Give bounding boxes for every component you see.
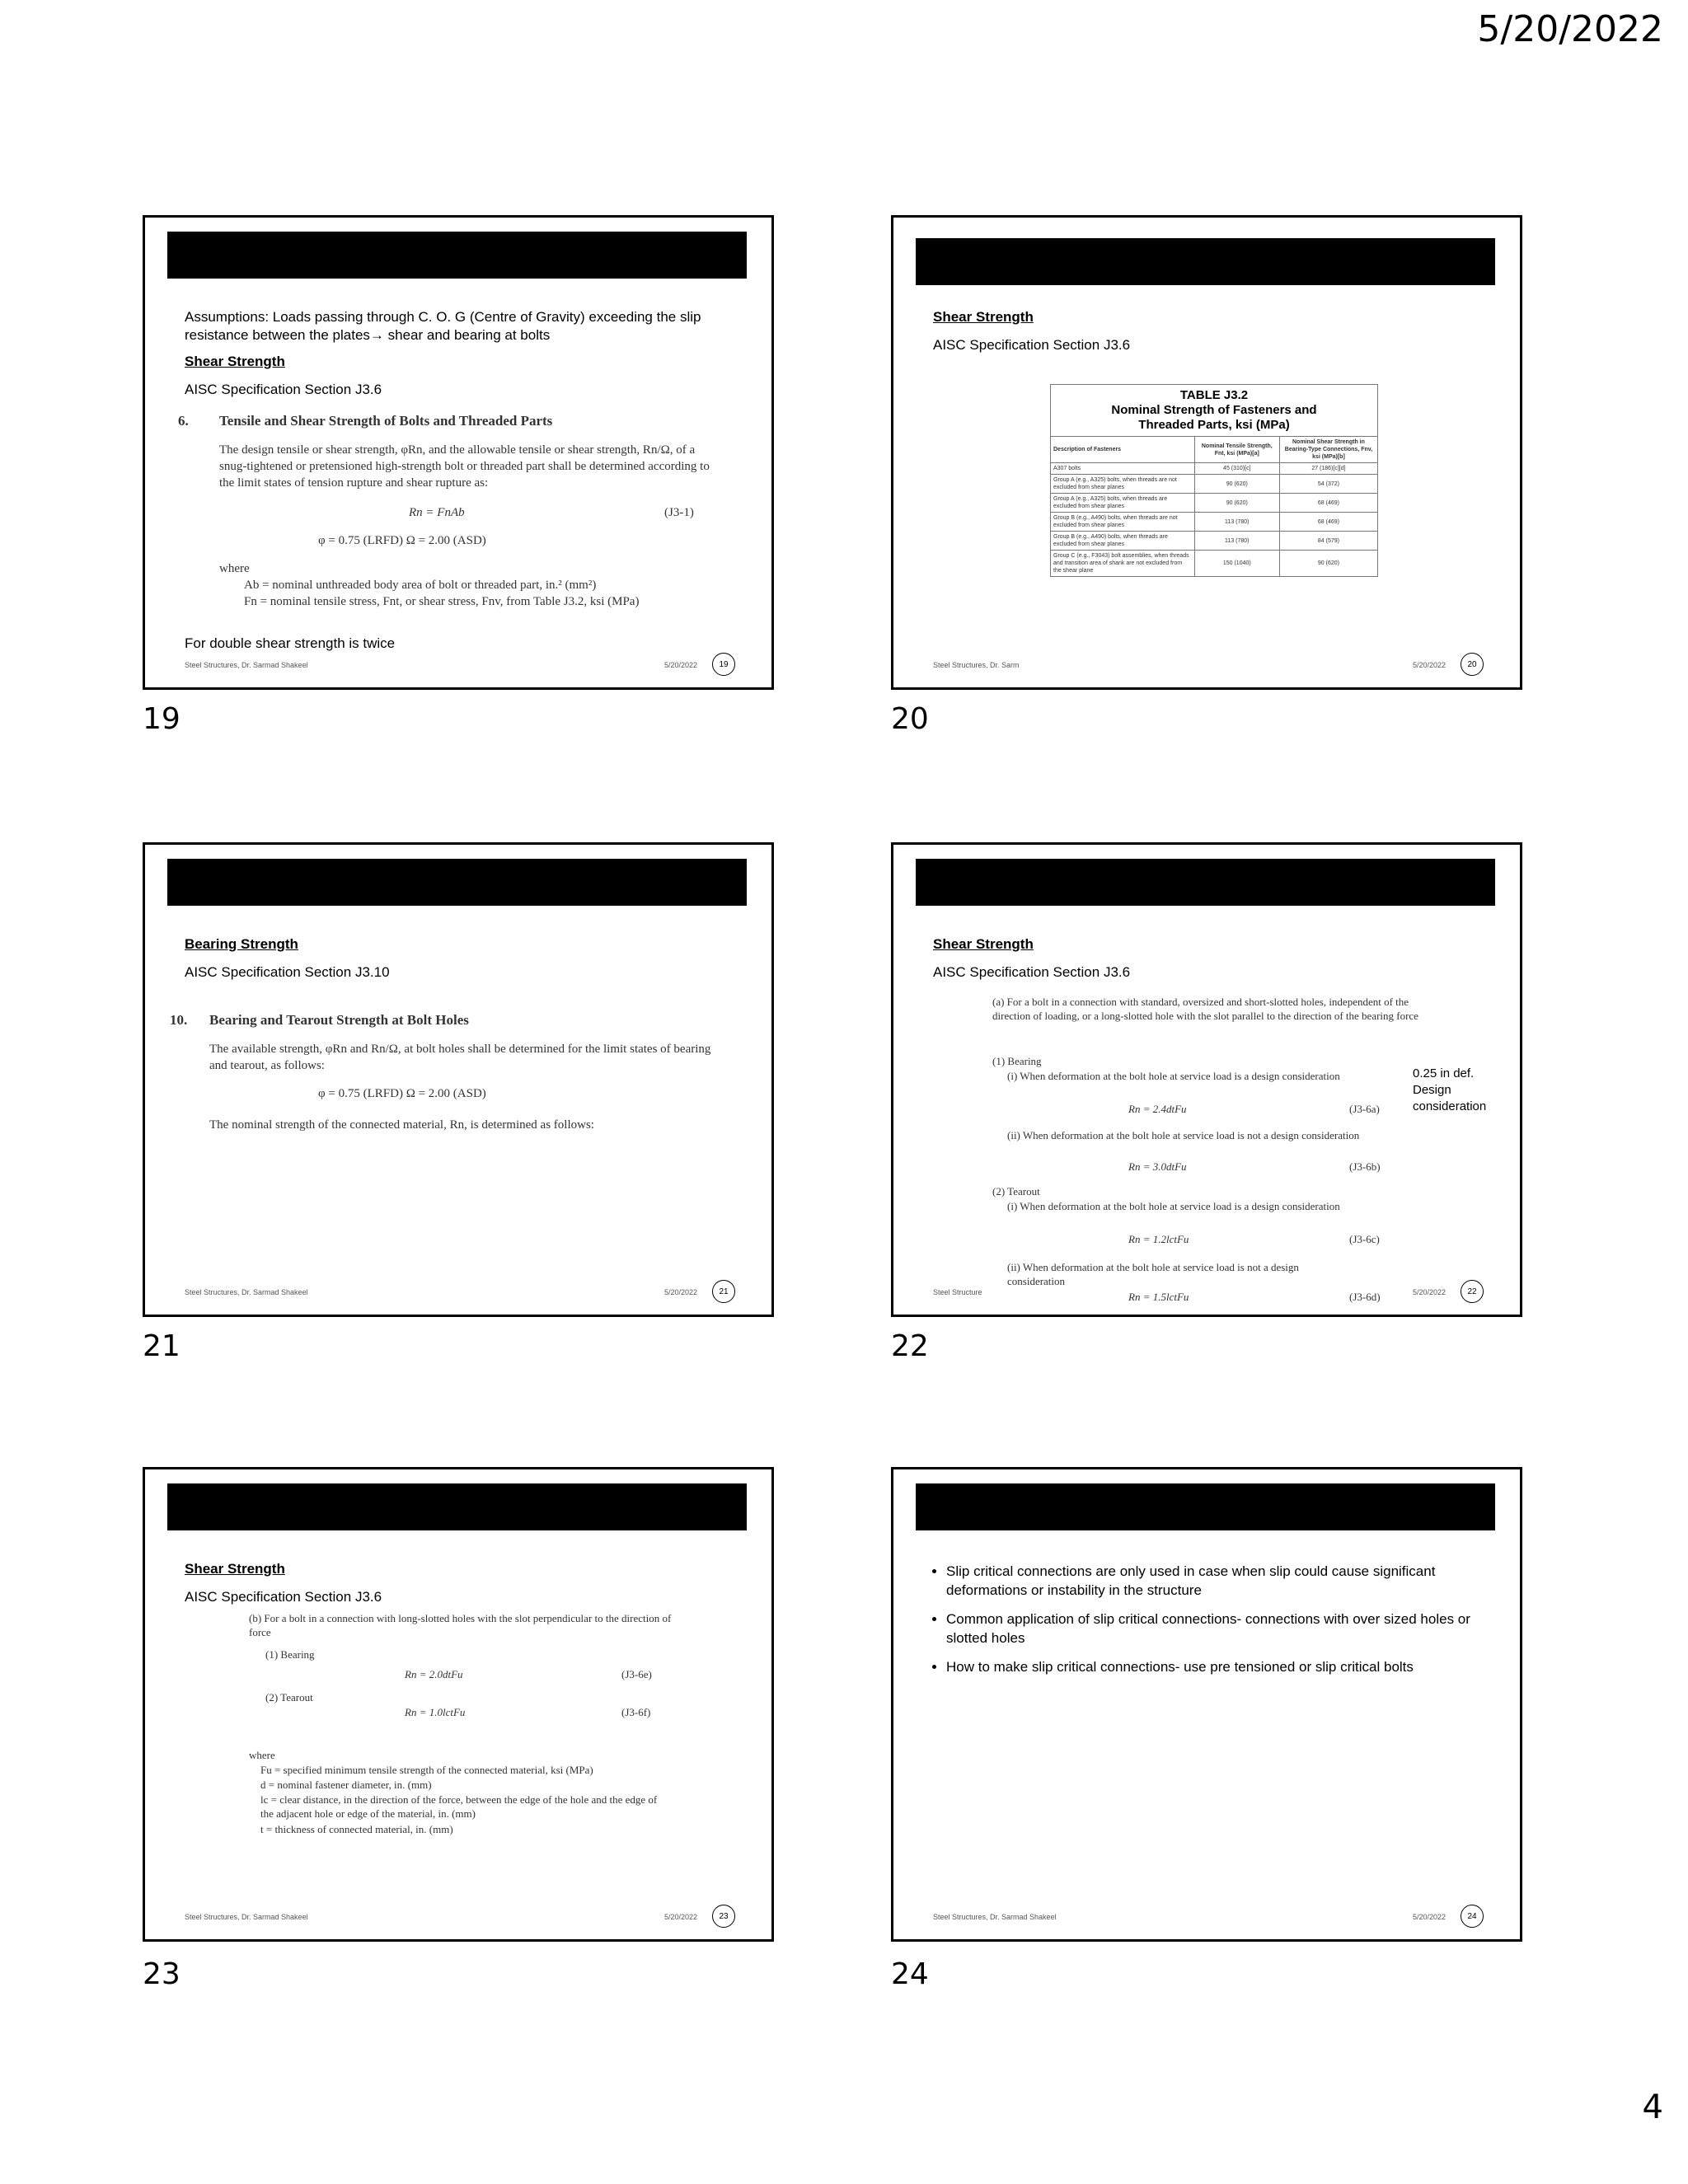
clause-b: (b) For a bolt in a connection with long-slotted holes with the slot perpendicular to the direction of force <box>249 1612 672 1638</box>
clause-item: (i) When deformation at the bolt hole at service load is a design consideration <box>1007 1070 1340 1082</box>
list-item: • Common application of slip critical connections- connections with over sized holes or slotted holes <box>946 1610 1507 1647</box>
slide-footer-date: 5/20/2022 <box>664 661 698 669</box>
equation-tag: (J3-6a) <box>1349 1103 1380 1115</box>
slide-footer-date: 5/20/2022 <box>664 1288 698 1296</box>
where-label: where <box>249 1749 275 1761</box>
equation: Rn = 1.2lctFu <box>1128 1233 1189 1245</box>
slide-21[interactable] <box>143 842 774 1317</box>
slide-spec: AISC Specification Section J3.10 <box>185 964 390 980</box>
clause-item: (ii) When deformation at the bolt hole at service load is not a design consideration <box>1007 1261 1299 1287</box>
slide-spec: AISC Specification Section J3.6 <box>933 337 1131 353</box>
slide-footer: Steel Structures, Dr. Sarmad Shakeel <box>185 1913 308 1921</box>
table-cell: 45 (310)[c] <box>1194 463 1279 475</box>
slide-number-badge: 22 <box>1461 1280 1484 1303</box>
slide-intro: Assumptions: Loads passing through C. O. G (Centre of Gravity) exceeding the slip resistance between the plates→ shear and bearing at bolts <box>185 309 701 343</box>
table-cell: 68 (469) <box>1279 513 1377 532</box>
table-cell: 90 (620) <box>1194 494 1279 513</box>
slide-label: 22 <box>891 1329 929 1363</box>
slide-title-bar <box>916 1483 1495 1530</box>
table-cell: 84 (579) <box>1279 532 1377 551</box>
section-title: Bearing and Tearout Strength at Bolt Holes <box>209 1012 469 1028</box>
slide-label: 19 <box>143 702 181 736</box>
table-cell: Group B (e.g., A490) bolts, when threads are not excluded from shear planes <box>1051 513 1195 532</box>
table-cell: Group A (e.g., A325) bolts, when threads are not excluded from shear planes <box>1051 475 1195 494</box>
table-cell: 113 (780) <box>1194 532 1279 551</box>
slide-note: For double shear strength is twice <box>185 635 396 651</box>
resistance-factors: φ = 0.75 (LRFD) Ω = 2.00 (ASD) <box>318 534 486 547</box>
slide-label: 20 <box>891 702 929 736</box>
table-row <box>1051 463 1378 475</box>
equation: Rn = 2.0dtFu <box>405 1668 463 1680</box>
slide-heading: Shear Strength <box>933 309 1034 325</box>
equation: Rn = 3.0dtFu <box>1128 1160 1187 1173</box>
table-cell: 68 (469) <box>1279 494 1377 513</box>
table-subtitle: Nominal Strength of Fasteners and <box>1111 403 1317 417</box>
equation: Rn = 1.0lctFu <box>405 1706 466 1718</box>
section-paragraph: The available strength, φRn and Rn/Ω, at bolt holes shall be determined for the limit states of bearing and tearout, as follows: <box>209 1043 711 1072</box>
section-paragraph: The nominal strength of the connected material, Rn, is determined as follows: <box>209 1118 594 1132</box>
slide-title-bar <box>916 859 1495 906</box>
slide-title-bar <box>167 1483 747 1530</box>
slide-24[interactable] <box>891 1467 1522 1942</box>
list-item: • Slip critical connections are only used in case when slip could cause significant deformations or instability in the structure <box>946 1562 1507 1600</box>
slide-20[interactable] <box>891 215 1522 690</box>
equation: Rn = FnAb <box>409 506 465 519</box>
slide-number-badge: 23 <box>712 1905 735 1928</box>
page-header-date: 5/20/2022 <box>1477 8 1663 50</box>
slide-heading: Shear Strength <box>185 354 285 369</box>
page-number: 4 <box>1642 2088 1663 2126</box>
slide-22[interactable] <box>891 842 1522 1317</box>
equation-tag: (J3-6b) <box>1349 1160 1381 1173</box>
slide-number-badge: 21 <box>712 1280 735 1303</box>
section-paragraph: The design tensile or shear strength, φRn, and the allowable tensile or shear strength, Rn/Ω, of a snug-tightened or pretensioned high-strength bolt or threaded part shall be determined according to the limit states of tension rupture and shear rupture as: <box>219 443 710 490</box>
clause-bearing: (1) Bearing <box>992 1055 1042 1067</box>
table-row <box>1051 532 1378 551</box>
slide-label: 21 <box>143 1329 181 1363</box>
table-title: TABLE J3.2 <box>1179 388 1249 402</box>
resistance-factors: φ = 0.75 (LRFD) Ω = 2.00 (ASD) <box>318 1087 486 1100</box>
clause-item: (ii) When deformation at the bolt hole at service load is not a design consideration <box>1007 1129 1360 1141</box>
clause-bearing: (1) Bearing <box>265 1648 315 1661</box>
slide-title-bar <box>167 859 747 906</box>
slide-footer: Steel Structures, Dr. Sarmad Shakeel <box>185 1288 308 1296</box>
slide-label: 24 <box>891 1957 929 1991</box>
table-subtitle: Threaded Parts, ksi (MPa) <box>1138 418 1290 432</box>
table-row <box>1051 551 1378 577</box>
table-cell: 150 (1040) <box>1194 551 1279 577</box>
table-header: Description of Fasteners <box>1051 437 1195 463</box>
definition: lc = clear distance, in the direction of the force, between the edge of the hole and the edge of the adjacent hole or edge of the material, in. (mm) <box>260 1793 658 1820</box>
table-cell: 90 (620) <box>1194 475 1279 494</box>
clause-tearout: (2) Tearout <box>265 1691 313 1704</box>
table-cell: Group A (e.g., A325) bolts, when threads are excluded from shear planes <box>1051 494 1195 513</box>
equation: Rn = 2.4dtFu <box>1128 1103 1187 1115</box>
table-row <box>1051 475 1378 494</box>
slide-heading: Bearing Strength <box>185 936 298 952</box>
slide-footer-date: 5/20/2022 <box>1413 1288 1447 1296</box>
table-cell: 54 (372) <box>1279 475 1377 494</box>
slide-label: 23 <box>143 1957 181 1991</box>
equation-tag: (J3-6f) <box>621 1706 651 1718</box>
where-label: where <box>219 562 250 575</box>
equation-tag: (J3-1) <box>664 506 694 519</box>
clause-item: (i) When deformation at the bolt hole at service load is a design consideration <box>1007 1200 1340 1212</box>
side-note: 0.25 in def. Design consideration <box>1413 1066 1487 1113</box>
table-row <box>1051 494 1378 513</box>
slide-heading: Shear Strength <box>185 1561 285 1577</box>
section-title: Tensile and Shear Strength of Bolts and Threaded Parts <box>219 413 553 429</box>
table-cell: 90 (620) <box>1279 551 1377 577</box>
slide-number-badge: 20 <box>1461 653 1484 676</box>
table-cell: Group B (e.g., A490) bolts, when threads are excluded from shear planes <box>1051 532 1195 551</box>
definition: Fu = specified minimum tensile strength of the connected material, ksi (MPa) <box>260 1764 593 1776</box>
equation-tag: (J3-6c) <box>1349 1233 1380 1245</box>
clause-a: (a) For a bolt in a connection with standard, oversized and short-slotted holes, independent of the direction of loading, or a long-slotted hole with the slot parallel to the direction of the bearing force <box>992 996 1418 1022</box>
table-header: Nominal Shear Strength in Bearing-Type Connections, Fnv, ksi (MPa)[b] <box>1279 437 1377 463</box>
slide-heading: Shear Strength <box>933 936 1034 952</box>
table-cell: 27 (186)[c][d] <box>1279 463 1377 475</box>
slide-footer: Steel Structures, Dr. Sarmad Shakeel <box>933 1913 1057 1921</box>
section-number: 6. <box>178 413 189 429</box>
table-cell: Group C (e.g., F3043) bolt assemblies, when threads and transition area of shank are not excluded from the shear plane <box>1051 551 1195 577</box>
equation: Rn = 1.5lctFu <box>1128 1291 1189 1303</box>
table-j3-2 <box>1050 384 1378 577</box>
slide-footer: Steel Structures, Dr. Sarm <box>933 661 1020 669</box>
slide-number-badge: 19 <box>712 653 735 676</box>
slide-spec: AISC Specification Section J3.6 <box>185 382 382 397</box>
slide-spec: AISC Specification Section J3.6 <box>185 1589 382 1605</box>
definition: d = nominal fastener diameter, in. (mm) <box>260 1779 432 1791</box>
section-number: 10. <box>170 1012 188 1028</box>
list-item: • How to make slip critical connections- use pre tensioned or slip critical bolts <box>946 1657 1507 1676</box>
slide-title-bar <box>916 238 1495 285</box>
equation-tag: (J3-6d) <box>1349 1291 1381 1303</box>
slide-footer: Steel Structure <box>933 1288 982 1296</box>
table-cell: A307 bolts <box>1051 463 1195 475</box>
slide-footer: Steel Structures, Dr. Sarmad Shakeel <box>185 661 308 669</box>
clause-tearout: (2) Tearout <box>992 1185 1040 1197</box>
table-header: Nominal Tensile Strength, Fnt, ksi (MPa)[a] <box>1194 437 1279 463</box>
slide-footer-date: 5/20/2022 <box>1413 1913 1447 1921</box>
slide-title-bar <box>167 232 747 279</box>
slide-footer-date: 5/20/2022 <box>664 1913 698 1921</box>
slide-footer-date: 5/20/2022 <box>1413 661 1447 669</box>
slide-spec: AISC Specification Section J3.6 <box>933 964 1131 980</box>
definition: Ab = nominal unthreaded body area of bolt or threaded part, in.² (mm²) <box>244 579 597 592</box>
slide-19[interactable] <box>143 215 774 690</box>
definition: Fn = nominal tensile stress, Fnt, or shear stress, Fnv, from Table J3.2, ksi (MPa) <box>244 595 640 608</box>
table-row <box>1051 513 1378 532</box>
slide-23[interactable] <box>143 1467 774 1942</box>
bullet-list <box>926 1562 1507 1686</box>
equation-tag: (J3-6e) <box>621 1668 652 1680</box>
definition: t = thickness of connected material, in. (mm) <box>260 1823 453 1835</box>
slide-number-badge: 24 <box>1461 1905 1484 1928</box>
table-cell: 113 (780) <box>1194 513 1279 532</box>
